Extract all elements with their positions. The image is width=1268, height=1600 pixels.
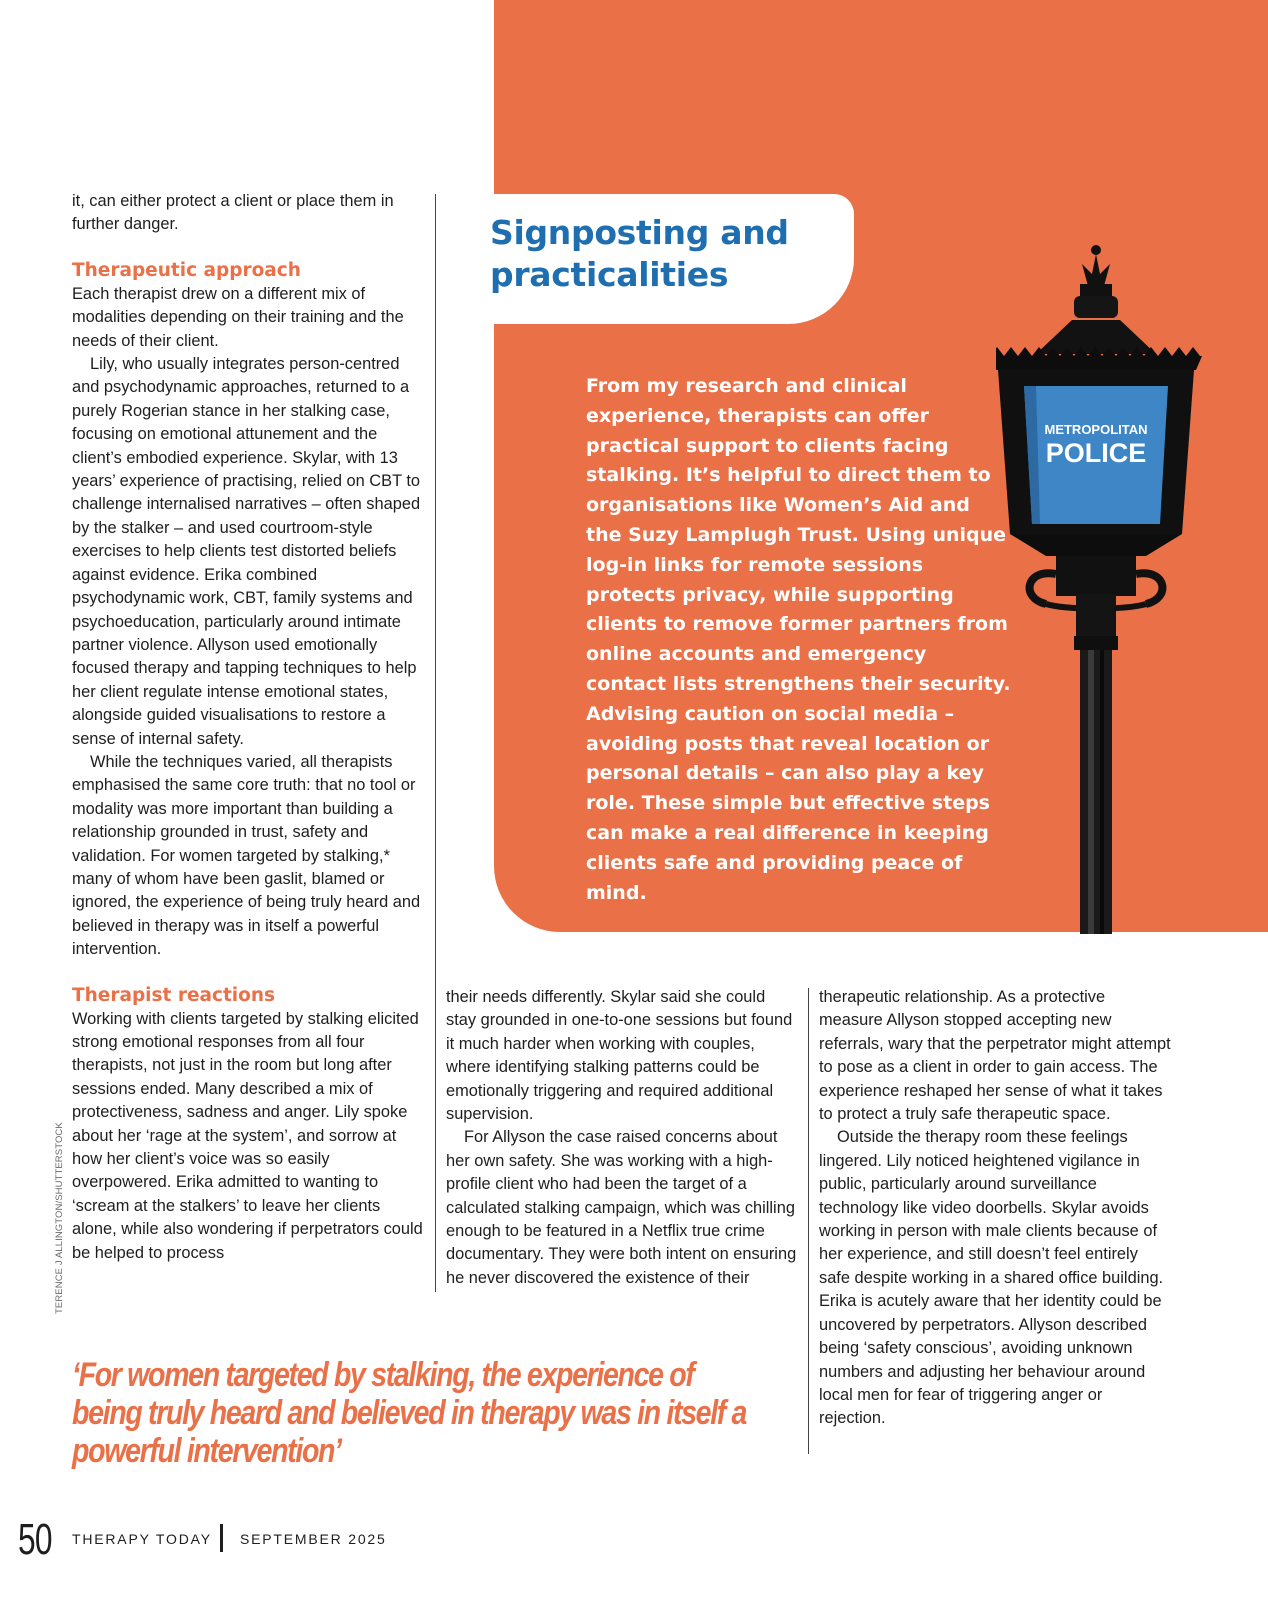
article-column-2	[446, 986, 798, 1290]
paragraph: Lily, who usually integrates person-centred and psychodynamic approaches, returned to a purely Rogerian stance in her stalking case, focusing on emotional attunement and the client’s embodied experience. Skylar, with 13 years’ experience of practising, relied on CBT to challenge internalised narratives – often shaped by the stalker – and used courtroom-style exercises to help clients test distorted beliefs against evidence. Erika combined psychodynamic work, CBT, family systems and psychoeducation, particularly around intimate partner violence. Allyson used emotionally focused therapy and tapping techniques to help her client regulate intense emotional states, alongside guided visualisations to restore a sense of internal safety.	[72, 355, 421, 748]
lamp-sign-top: METROPOLITAN	[1044, 422, 1148, 437]
lamp-sign-bottom: POLICE	[1045, 438, 1147, 468]
paragraph: therapeutic relationship. As a protective measure Allyson stopped accepting new referrals, wary that the perpetrator might attempt to pose as a client in order to gain access. The experience reshaped her sense of what it takes to protect a truly safe therapeutic space.	[819, 988, 1171, 1124]
paragraph: While the techniques varied, all therapists emphasised the same core truth: that no tool or modality was more important than building a relationship grounded in trust, safety and validation. For women targeted by stalking,* many of whom have been gaslit, blamed or ignored, the experience of being truly heard and believed in therapy was in itself a powerful intervention.	[72, 752, 421, 959]
paragraph: Working with clients targeted by stalking elicited strong emotional responses from all four therapists, not just in the room but long after sessions ended. Many described a mix of protectiveness, sadness and anger. Lily spoke about her ‘rage at the system’, and sorrow at how her client’s voice was so easily overpowered. Erika admitted to wanting to ‘scream at the stalkers’ to leave her clients alone, while also wondering if perpetrators could be helped to process	[72, 1009, 423, 1262]
paragraph: Each therapist drew on a different mix of modalities depending on their training and the needs of their client.	[72, 284, 404, 350]
article-column-1	[72, 190, 424, 1265]
column-divider	[808, 988, 809, 1454]
footer-separator	[220, 1524, 223, 1552]
magazine-name: THERAPY TODAY	[72, 1531, 212, 1547]
paragraph: it, can either protect a client or place them in further danger.	[72, 192, 394, 234]
photo-credit: TERENCE J ALLINGTON/SHUTTERSTOCK	[54, 1122, 65, 1314]
police-lamp-image	[996, 238, 1266, 934]
page-number: 50	[18, 1515, 52, 1564]
paragraph: their needs differently. Skylar said she could stay grounded in one-to-one sessions but found it much harder when working with couples, where identifying stalking patterns could be emotionally triggering and required additional supervision.	[446, 988, 793, 1124]
section-heading-therapist-reactions: Therapist reactions	[72, 984, 276, 1006]
article-column-3	[819, 986, 1171, 1431]
column-divider	[435, 194, 436, 1292]
paragraph: For Allyson the case raised concerns about her own safety. She was working with a high-profile client who had been the target of a calculated stalking campaign, which was chilling enough to be featured in a Netflix true crime documentary. They were both intent on ensuring he never discovered the existence of their	[446, 1128, 797, 1287]
pull-quote: ‘For women targeted by stalking, the experience of being truly heard and believed in therapy was in itself a powerful intervention’	[72, 1356, 747, 1470]
paragraph: Outside the therapy room these feelings lingered. Lily noticed heightened vigilance in public, particularly around surveillance technology like video doorbells. Skylar avoids working in person with male clients because of her experience, and still doesn’t feel entirely safe despite working in a shared office building. Erika is acutely aware that her identity could be uncovered by perpetrators. Allyson described being ‘safety conscious’, avoiding unknown numbers and adjusting her behaviour around local men for fear of triggering anger or rejection.	[819, 1128, 1164, 1428]
issue-date: SEPTEMBER 2025	[240, 1531, 387, 1547]
sidebar-body: From my research and clinical experience, therapists can offer practical support to clients facing stalking. It’s helpful to direct them to organisations like Women’s Aid and the Suzy Lamplugh Trust. Using unique log-in links for remote sessions protects privacy, while supporting clients to remove former partners from online accounts and emergency contact lists strengthens their security. Advising caution on social media – avoiding posts that reveal location or personal details – can also play a key role. These simple but effective steps can make a real difference in keeping clients safe and providing peace of mind.	[586, 375, 1011, 904]
page-footer	[18, 1515, 618, 1575]
section-heading-therapeutic-approach: Therapeutic approach	[72, 259, 301, 281]
sidebar-title: Signposting and practicalities	[490, 213, 789, 294]
